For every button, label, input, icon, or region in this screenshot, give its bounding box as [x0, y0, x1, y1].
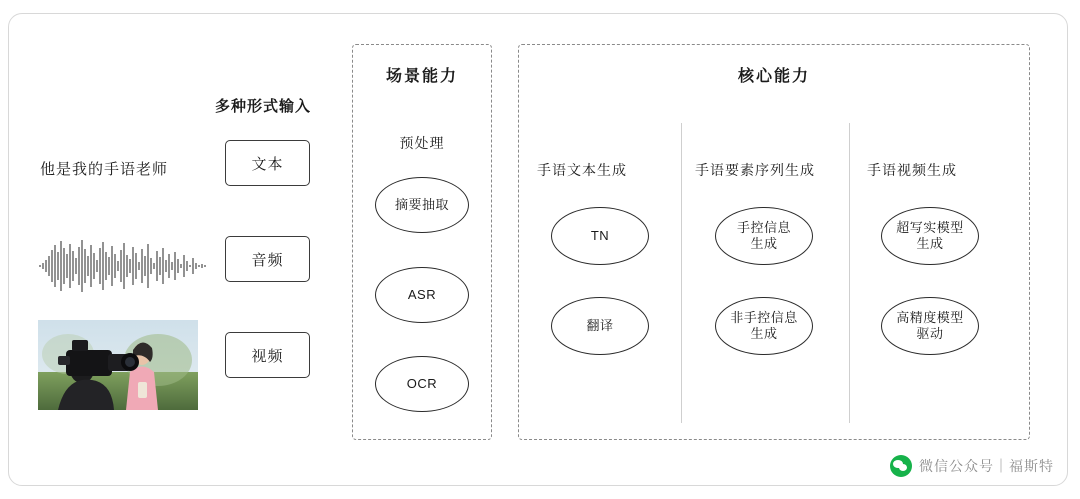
- core-column-label-element-sequence: 手语要素序列生成: [695, 162, 815, 178]
- node-label-line2: 驱动: [916, 326, 944, 341]
- scene-section-label-preprocess: 预处理: [399, 135, 445, 151]
- node-label-line2: 生成: [750, 236, 778, 251]
- input-row-text: [30, 140, 330, 204]
- audio-waveform-icon: [38, 236, 213, 296]
- node-label-line1: 翻译: [586, 317, 614, 333]
- node-label-line1: 超写实模型: [896, 219, 964, 235]
- modality-chip-audio[interactable]: 音频: [225, 236, 310, 282]
- core-capability-title: 核心能力: [737, 68, 810, 85]
- node-label-line1: 手控信息: [736, 219, 791, 235]
- node-label: 摘要抽取: [394, 196, 449, 212]
- node-label-line1: TN: [590, 227, 610, 243]
- node-label-line2: 生成: [750, 326, 778, 341]
- sample-text: 他是我的手语老师: [40, 161, 169, 178]
- modality-chip-text[interactable]: 文本: [225, 140, 310, 186]
- node-photoreal-model-generation[interactable]: [881, 207, 979, 265]
- node-translation[interactable]: [551, 297, 649, 355]
- node-label: ASR: [407, 286, 437, 302]
- input-row-video: [30, 332, 330, 396]
- node-label-line2: 生成: [916, 236, 944, 251]
- node-non-manual-info-generation[interactable]: [715, 297, 813, 355]
- node-manual-info-generation[interactable]: [715, 207, 813, 265]
- node-tn[interactable]: [551, 207, 649, 265]
- input-row-audio: [30, 236, 330, 300]
- column-divider-2: [849, 123, 850, 423]
- wechat-logo-icon: [890, 455, 912, 477]
- modality-chip-video[interactable]: 视频: [225, 332, 310, 378]
- node-label-line1: 高精度模型: [896, 309, 964, 325]
- node-label-line1: 非手控信息: [730, 309, 798, 325]
- node-summary-extraction[interactable]: [375, 177, 469, 233]
- core-column-label-text-generation: 手语文本生成: [537, 162, 627, 178]
- core-capability-box: [518, 44, 1030, 440]
- node-label: OCR: [406, 375, 438, 391]
- video-thumbnail-icon: [38, 320, 198, 410]
- watermark-text: 微信公众号｜福斯特: [919, 458, 1054, 474]
- watermark: [890, 455, 1054, 477]
- scene-capability-title: 场景能力: [385, 68, 458, 85]
- column-divider-1: [681, 123, 682, 423]
- scene-capability-box: [352, 44, 492, 440]
- node-asr[interactable]: [375, 267, 469, 323]
- node-ocr[interactable]: [375, 356, 469, 412]
- input-section-title: 多种形式输入: [215, 98, 312, 115]
- node-high-precision-model-drive[interactable]: [881, 297, 979, 355]
- core-column-label-video-generation: 手语视频生成: [867, 162, 957, 178]
